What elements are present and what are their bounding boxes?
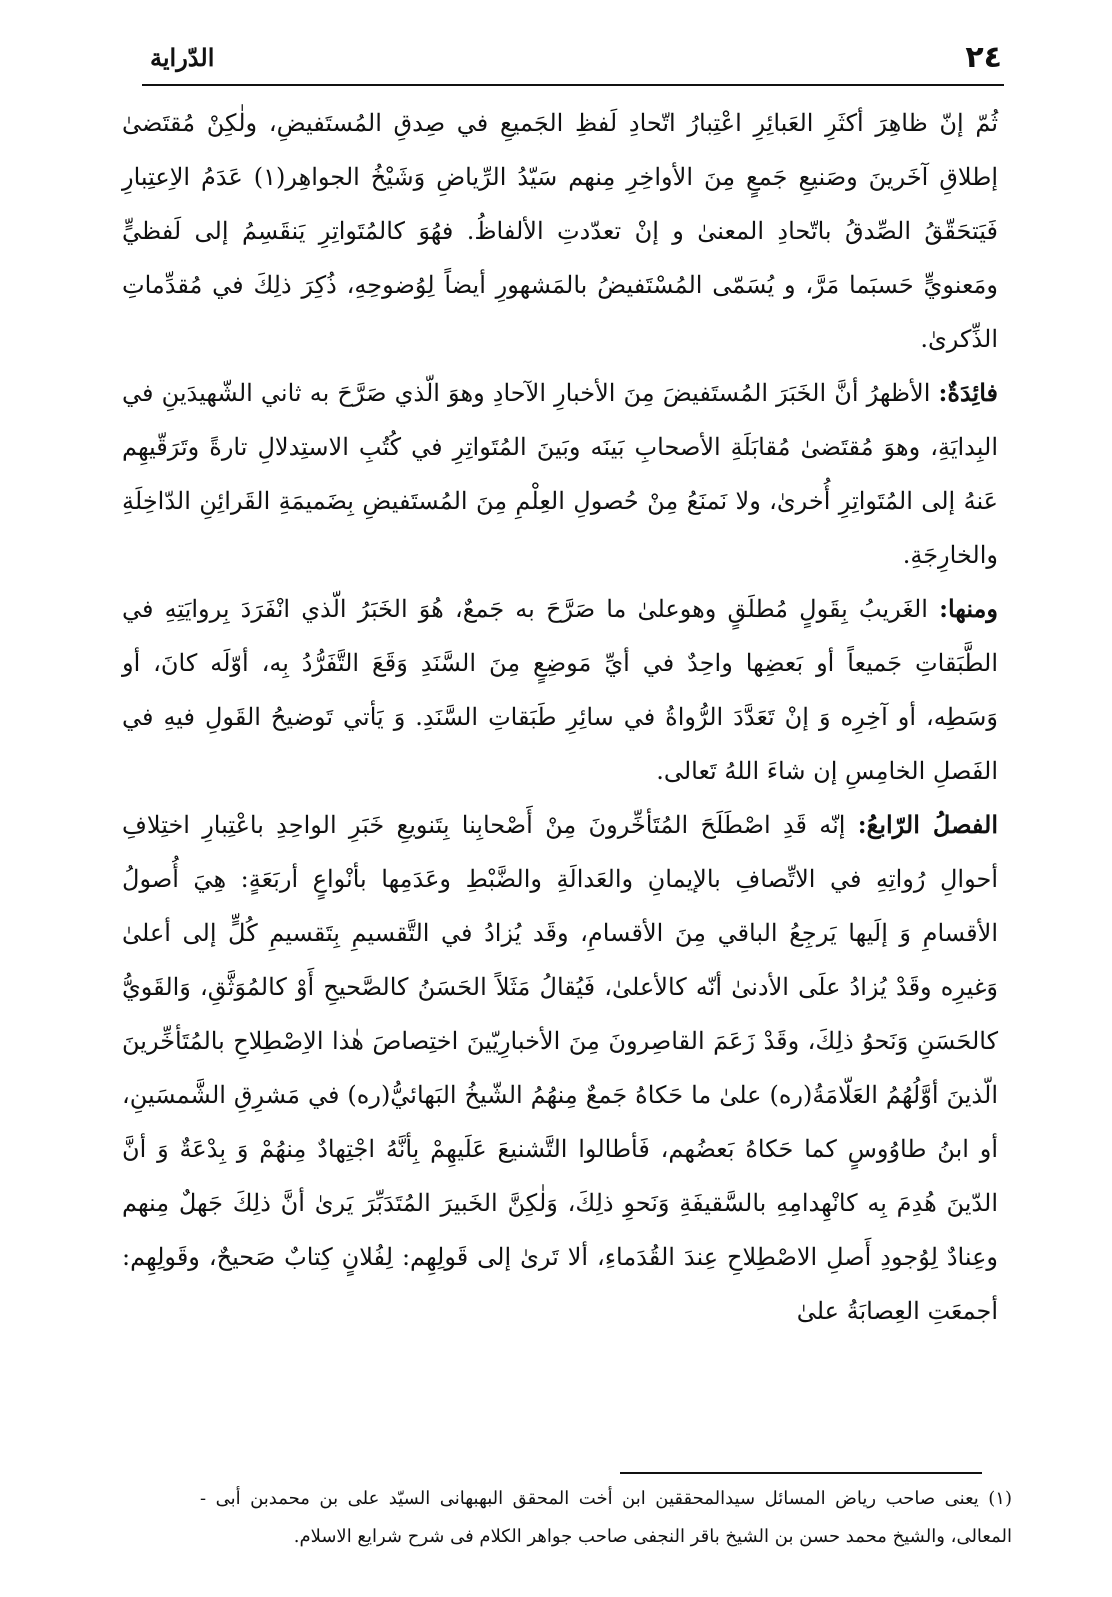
main-text [122,96,998,1338]
footnote [200,1480,1012,1556]
paragraph [122,96,998,366]
paragraph [122,798,998,1338]
header-rule [142,84,1004,86]
paragraph-text: ثُمّ إنّ ظاهِرَ أكثَرِ العَبائِرِ اعْتِبارُ اتّحادِ لَفظِ الجَميعِ في صِدقِ المُستَفيضِ، ولٰكِنْ مُقتَضىٰ إطلاقِ آخَرينَ وصَنيعِ جَمعٍ مِنَ الأواخِرِ مِنهم سَيّدُ الرِّياضِ وَشَيْخُ الجواهِر(١) عَدَمُ الاِعتِبارِ فَيَتحَقّقُ الصِّدقُ باتّحادِ المعنىٰ و إنْ تعدّدتِ الألفاظُ. فهُوَ كالمُتَواتِرِ يَنقَسِمُ إلى لَفظيٍّ ومَعنويٍّ حَسبَما مَرَّ، و يُسَمّى المُسْتَفيضُ بالمَشهورِ أيضاً لِوُضوحِهِ، ذُكِرَ ذلِكَ في مُقدِّماتِ الذِّكرىٰ. [122,109,998,353]
paragraph-text: إنّه قَدِ اصْطَلَحَ المُتَأخِّرونَ مِنْ أَصْحابِنا بِتَنويعِ خَبَرِ الواحِدِ باعْتِبارِ اختِلافِ أحوالِ رُواتِهِ في الاتِّصافِ بالإيمانِ والعَدالَةِ والضَّبْطِ وعَدَمِها بأنْواعٍ أربَعَةٍ: هِيَ أُصولُ الأقسامِ وَ إلَيها يَرجِعُ الباقي مِنَ الأقسامِ، وقَد يُزادُ في التَّقسيمِ بِتَقسيمِ كُلٍّ إلى أعلىٰ وَغيرِه وقَدْ يُزادُ علَى الأدنىٰ أنّه كالأعلىٰ، فَيُقالُ مَثَلاً الحَسَنُ كالصَّحيحِ أَوْ كالمُوَثَّقِ، وَالقَويُّ كالحَسَنِ وَنَحوُ ذلِكَ، وقَدْ زَعَمَ القاصِرونَ مِنَ الأخبارِيّينَ اختِصاصَ هٰذا الاِصْطِلاحِ بالمُتَأخِّرينَ الّذينَ أوَّلُهُمُ العَلّامَةُ(ره) علىٰ ما حَكاهُ جَمعٌ مِنهُمُ الشّيخُ البَهائيُّ(ره) في مَشرِقِ الشَّمسَينِ، أو ابنُ طاوُوسٍ كما حَكاهُ بَعضُهم، فَأطالوا التَّشنيعَ عَلَيهِمْ بِأنَّهُ اجْتِهادٌ مِنهُمْ وَ بِدْعَةٌ وَ أنَّ الدّينَ هُدِمَ بِه كانْهِدامِهِ بالسَّقيفَةِ وَنَحوِ ذلِكَ، وَلٰكِنَّ الخَبيرَ المُتَدَبِّرَ يَرىٰ أنَّ ذلِكَ جَهلٌ مِنهم وعِنادٌ لِوُجودِ أَصلِ الاصْطِلاحِ عِندَ القُدَماءِ، ألا تَرىٰ إلى قَولِهِم: لِفُلانٍ كِتابٌ صَحيحٌ، وقَولِهِم: أجمعَتِ العِصابَةُ علىٰ [122,811,999,1325]
paragraph-text: الأظهرُ أنَّ الخَبَرَ المُستَفيضَ مِنَ الأخبارِ الآحادِ وهوَ الّذي صَرَّحَ به ثاني الشّهيدَينِ في البِدايَةِ، وهوَ مُقتَضىٰ مُقابَلَةِ الأصحابِ بَينَه وبَينَ المُتَواتِرِ في كُتُبِ الاستِدلالِ تارةً وتَرَقّيهِم عَنهُ إلى المُتَواتِرِ أُخرىٰ، ولا نَمنَعُ مِنْ حُصولِ العِلْمِ مِنَ المُستَفيضِ بِضَميمَةِ القَرائِنِ الدّاخِلَةِ والخارِجَةِ. [122,379,999,569]
footnote-rule [620,1472,982,1474]
page-header [150,38,1002,82]
page-number: ٢٤ [965,40,1002,75]
paragraph-lead: ومنها: [939,594,998,623]
paragraph-lead: فائِدَةٌ: [938,378,998,407]
paragraph [122,366,998,582]
footnote-text: (١) يعنى صاحب رياض المسائل سيدالمحققين ابن أخت المحقق البهبهانى السيّد على بن محمدبن أبى - المعالى، والشيخ محمد حسن بن الشيخ باقر النجفى صاحب جواهر الكلام فى شرح شرايع الاسلام. [200,1488,1012,1547]
paragraph-text: الغَريبُ بِقَولٍ مُطلَقٍ وهوعلىٰ ما صَرَّحَ به جَمعٌ، هُوَ الخَبَرُ الّذي انْفَرَدَ بِروايَتِهِ في الطَّبَقاتِ جَميعاً أو بَعضِها واحِدٌ في أيِّ مَوضِعٍ مِنَ السَّنَدِ وَقَعَ التَّفَرُّدُ بِه، أوّلَه كانَ، أو وَسَطِه، أو آخِرِه وَ إنْ تَعَدَّدَ الرُّواةُ في سائِرِ طَبَقاتِ السَّنَدِ. وَ يَأتي تَوضيحُ القَولِ فيهِ في الفَصلِ الخامِسِ إن شاءَ اللهُ تَعالى. [122,595,998,785]
paragraph-lead: الفصلُ الرّابعُ: [857,810,999,839]
running-title: الدّراية [150,43,215,72]
paragraph [122,582,998,798]
